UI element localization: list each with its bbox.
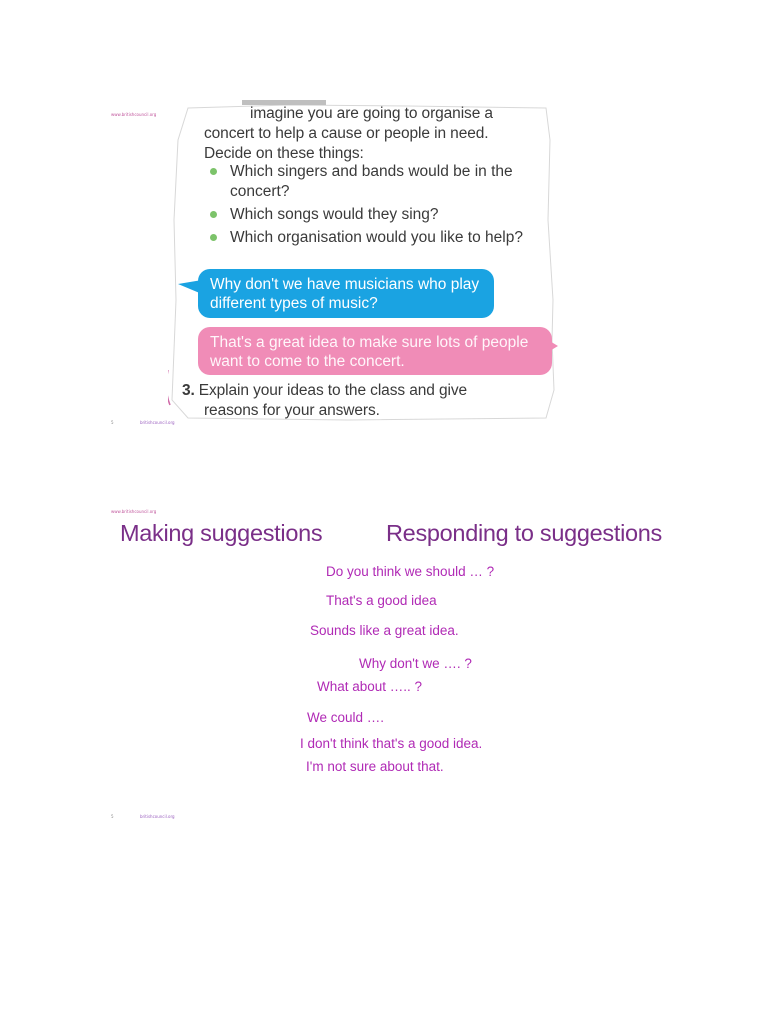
heading-making-suggestions: Making suggestions	[120, 520, 323, 546]
phrase-item: That's a good idea	[326, 593, 437, 608]
phrase-item: I don't think that's a good idea.	[300, 736, 483, 751]
task-intro-line: imagine you are going to organise a	[250, 105, 493, 122]
page-number: 5	[111, 814, 114, 819]
speech-bubble-suggestion: Why don't we have musicians who play different types of music?	[198, 269, 494, 318]
bullet-dot-icon	[210, 168, 217, 175]
heading-responding-suggestions: Responding to suggestions	[386, 520, 663, 546]
list-item: Which singers and bands would be in the concert?	[208, 162, 538, 202]
worksheet-snippet	[168, 100, 556, 422]
footer-url: britishcouncil.org	[140, 814, 175, 819]
phrase-item: Sounds like a great idea.	[310, 623, 459, 638]
list-item: Which songs would they sing?	[208, 205, 538, 225]
task-intro-line: concert to help a cause or people in need.	[204, 125, 489, 142]
task-intro	[204, 104, 549, 164]
page-number: 5	[111, 420, 114, 425]
list-item: Which organisation would you like to help?	[208, 228, 538, 248]
phrase-item: What about ….. ?	[317, 679, 423, 694]
footer-url: britishcouncil.org	[140, 420, 175, 425]
phrase-item: Do you think we should … ?	[326, 564, 495, 579]
step-3-instruction	[182, 381, 532, 421]
task-intro-line: Decide on these things:	[204, 145, 364, 162]
bullet-dot-icon	[210, 234, 217, 241]
speech-bubble-response: That's a great idea to make sure lots of people want to come to the concert.	[198, 327, 552, 375]
step-3-line: Explain your ideas to the class and give	[198, 382, 468, 399]
step-3-line: reasons for your answers.	[204, 402, 380, 419]
phrase-item: I'm not sure about that.	[306, 759, 444, 774]
phrase-item: Why don't we …. ?	[359, 656, 472, 671]
phrase-item: We could ….	[307, 710, 385, 725]
page-header-url: www.britishcouncil.org	[111, 509, 157, 514]
decision-list	[208, 162, 538, 251]
bullet-dot-icon	[210, 211, 217, 218]
step-number: 3.	[182, 382, 195, 399]
page-header-url: www.britishcouncil.org	[111, 112, 157, 117]
